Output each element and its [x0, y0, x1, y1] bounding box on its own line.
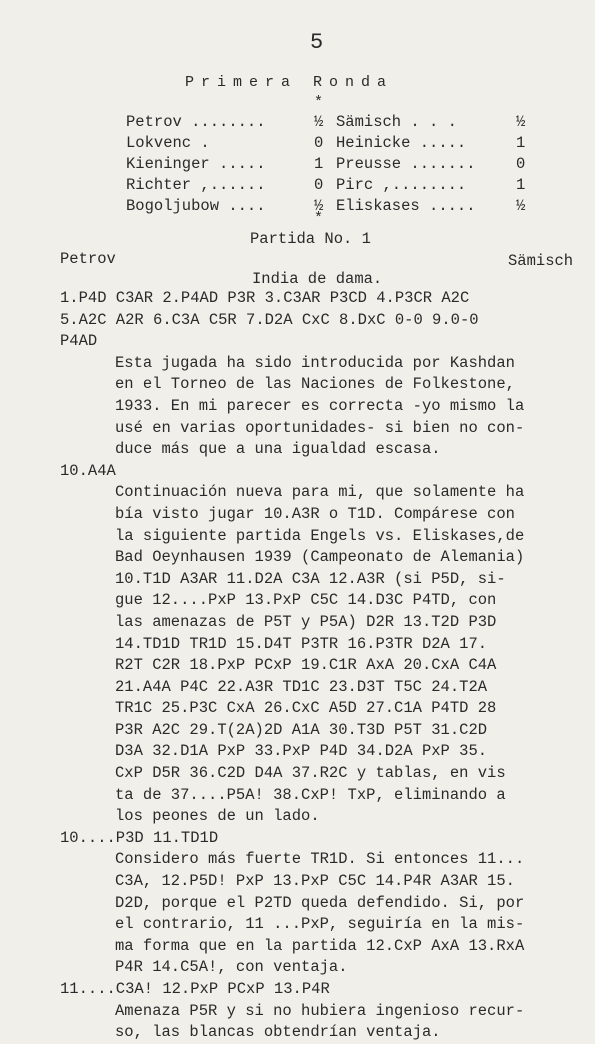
- commentary-line: ta de 37....P5A! 38.CxP! TxP, eliminando a: [115, 785, 506, 804]
- black-player-name: Sämisch: [508, 252, 574, 270]
- results-table: [126, 112, 546, 217]
- commentary-line: los peones de un lado.: [115, 807, 320, 826]
- commentary-line: Esta jugada ha sido introducida por Kashdan: [115, 353, 515, 372]
- white-player: Lokvenc .: [126, 134, 210, 152]
- black-score: 1: [516, 134, 526, 152]
- white-score: 1: [314, 155, 324, 173]
- white-score: 0: [314, 134, 324, 152]
- commentary-line: D3A 32.D1A PxP 33.PxP P4D 34.D2A PxP 35.: [115, 742, 488, 761]
- white-score: 0: [314, 176, 324, 194]
- separator-star-bottom: *: [314, 210, 324, 227]
- white-score: ½: [314, 197, 324, 215]
- black-player: Preusse .......: [336, 155, 476, 173]
- separator-star-top: *: [314, 94, 324, 111]
- result-row: [126, 196, 546, 217]
- commentary-line: Bad Oeynhausen 1939 (Campeonato de Alemania): [115, 548, 525, 567]
- commentary-line: P3R A2C 29.T(2A)2D A1A 30.T3D P5T 31.C2D: [115, 720, 488, 739]
- commentary-line: ma forma que en la partida 12.CxP AxA 13.RxA: [115, 936, 525, 955]
- commentary-line: 10.T1D A3AR 11.D2A C3A 12.A3R (si P5D, si-: [115, 569, 506, 588]
- black-score: 1: [516, 176, 526, 194]
- moves-line: 10.A4A: [60, 461, 116, 480]
- moves-line: 10....P3D 11.TD1D: [60, 828, 219, 847]
- commentary-line: duce más que a una igualdad escasa.: [115, 440, 441, 459]
- white-player: Richter ,......: [126, 176, 266, 194]
- commentary-line: Amenaza P5R y si no hubiera ingenioso recur-: [115, 1001, 525, 1020]
- commentary-line: Continuación nueva para mi, que solamente ha: [115, 483, 525, 502]
- moves-line: 5.A2C A2R 6.C3A C5R 7.D2A CxC 8.DxC 0-0 9.0-0: [60, 310, 479, 329]
- black-score: 0: [516, 155, 526, 173]
- commentary-line: las amenazas de P5T y P5A) D2R 13.T2D P3D: [115, 612, 497, 631]
- commentary-line: 14.TD1D TR1D 15.D4T P3TR 16.P3TR D2A 17.: [115, 634, 488, 653]
- commentary-line: en el Torneo de las Naciones de Folkestone,: [115, 375, 515, 394]
- commentary-line: D2D, porque el P2TD queda defendido. Si, por: [115, 893, 525, 912]
- commentary-line: R2T C2R 18.PxP PCxP 19.C1R AxA 20.CxA C4A: [115, 656, 497, 675]
- commentary: [115, 482, 585, 828]
- result-row: [126, 112, 546, 133]
- commentary: [115, 353, 585, 461]
- moves-line: 11....C3A! 12.PxP PCxP 13.P4R: [60, 980, 330, 998]
- black-player: Eliskases .....: [336, 197, 476, 215]
- white-player: Kieninger .....: [126, 155, 266, 173]
- commentary-line: so, las blancas obtendrían ventaja.: [115, 1023, 441, 1042]
- black-player: Sämisch . . .: [336, 113, 457, 131]
- opening-name: India de dama.: [252, 270, 383, 288]
- game-body: [60, 288, 585, 1044]
- commentary: [115, 849, 585, 979]
- result-row: [126, 175, 546, 196]
- commentary-line: 1933. En mi parecer es correcta -yo mismo la: [115, 396, 525, 415]
- commentary-line: gue 12....PxP 13.PxP C5C 14.D3C P4TD, con: [115, 591, 497, 610]
- moves-line: 1.P4D C3AR 2.P4AD P3R 3.C3AR P3CD 4.P3CR A2C: [60, 289, 470, 307]
- white-player: Bogoljubow ....: [126, 197, 266, 215]
- result-row: [126, 133, 546, 154]
- commentary-line: TR1C 25.P3C CxA 26.CxC A5D 27.C1A P4TD 28: [115, 699, 497, 718]
- commentary-line: CxP D5R 36.C2D D4A 37.R2C y tablas, en vis: [115, 764, 506, 783]
- commentary-line: bía visto jugar 10.A3R o T1D. Compárese con: [115, 504, 515, 523]
- commentary: [115, 1001, 585, 1044]
- black-player: Pirc ,........: [336, 176, 467, 194]
- page-number: 5: [310, 30, 324, 55]
- round-title: Primera Ronda: [185, 74, 394, 91]
- commentary-line: P4R 14.C5A!, con ventaja.: [115, 958, 348, 977]
- result-row: [126, 154, 546, 175]
- black-score: ½: [516, 113, 526, 131]
- white-player-name: Petrov: [60, 250, 116, 268]
- white-score: ½: [314, 113, 324, 131]
- commentary-line: el contrario, 11 ...PxP, seguiría en la mis-: [115, 915, 525, 934]
- black-player: Heinicke .....: [336, 134, 467, 152]
- commentary-line: 21.A4A P4C 22.A3R TD1C 23.D3T T5C 24.T2A: [115, 677, 488, 696]
- commentary-line: usé en varias oportunidades- si bien no con-: [115, 418, 525, 437]
- game-title: Partida No. 1: [250, 230, 371, 248]
- commentary-line: C3A, 12.P5D! PxP 13.PxP C5C 14.P4R A3AR 15.: [115, 872, 515, 891]
- commentary-line: Considero más fuerte TR1D. Si entonces 11...: [115, 850, 525, 869]
- commentary-line: la siguiente partida Engels vs. Eliskases,de: [115, 526, 525, 545]
- moves-line: P4AD: [60, 332, 98, 351]
- black-score: ½: [516, 197, 526, 215]
- white-player: Petrov ........: [126, 113, 266, 131]
